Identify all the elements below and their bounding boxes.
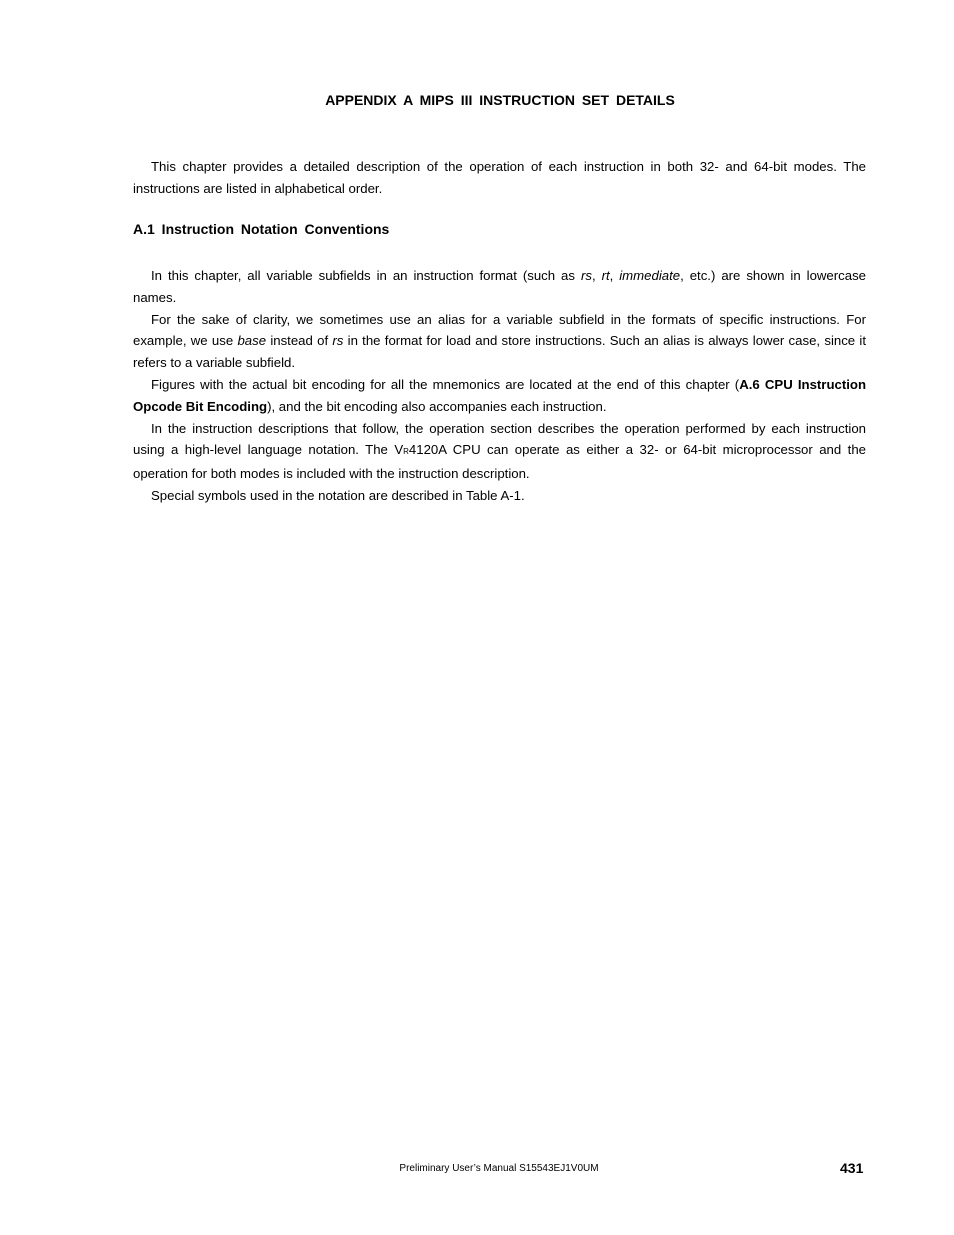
section-reference: A.6 CPU Instruction Opcode Bit Encoding (133, 376, 866, 414)
term-rs: rs (332, 333, 344, 349)
intro-text: This chapter provides a detailed description of the operation of each instruction in both 32- and 64-bit modes. The instructions are listed in alphabetical order. (133, 159, 866, 196)
section-body (133, 265, 866, 507)
intro-paragraph (133, 156, 866, 200)
paragraph-alias: For the sake of clarity, we sometimes use an alias for a variable subfield in the formats of specific instructions. For example, we use base instead of rs in the format for load and store instructions. Such an alias is always lower case, since it refers to a variable subfield. (133, 311, 866, 371)
paragraph-special-symbols: Special symbols used in the notation are described in Table A-1. (151, 487, 525, 503)
page-number: 431 (840, 1160, 864, 1176)
term-base: base (237, 333, 267, 349)
page-title: APPENDIX A MIPS III INSTRUCTION SET DETAILS (325, 92, 675, 108)
term-rt: rt (601, 268, 610, 283)
subscript-r: R (403, 447, 409, 457)
footer-manual-id: Preliminary User’s Manual S15543EJ1V0UM (399, 1163, 599, 1174)
paragraph-variable-subfields: In this chapter, all variable subfields in an instruction format (such as rs, rt, immediate, etc.) are shown in lowercase names. (133, 268, 867, 305)
term-rs: rs (580, 268, 592, 283)
term-immediate: immediate (619, 268, 681, 283)
section-heading: A.1 Instruction Notation Conventions (133, 221, 390, 237)
paragraph-bit-encoding: Figures with the actual bit encoding for all the mnemonics are located at the end of this chapter (A.6 CPU Instruction Opcode Bit Encoding), and the bit encoding also accompanies each instruction. (133, 376, 866, 414)
paragraph-operation: In the instruction descriptions that follow, the operation section describes the operation performed by each instruction using a high-level language notation. The VR4120A CPU can operate as either a 32- or 64-bit microprocessor and the operation for both modes is included with the instruction description. (133, 420, 867, 482)
